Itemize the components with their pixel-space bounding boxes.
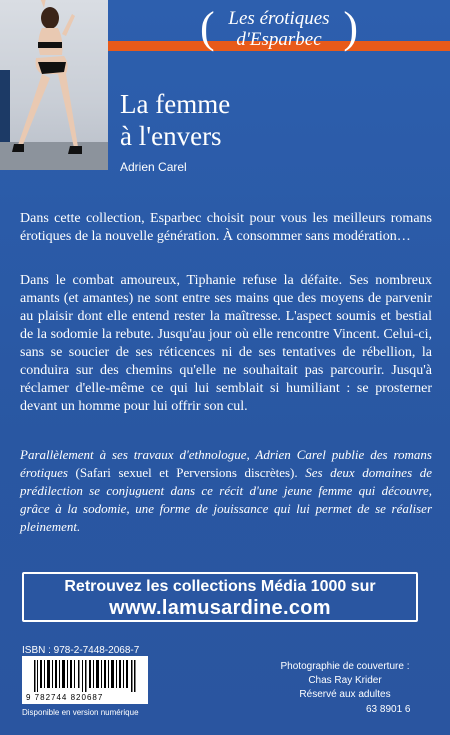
woman-silhouette [0,0,108,170]
promo-website-link[interactable]: www.lamusardine.com [109,597,331,619]
right-parenthesis-icon: ) [343,3,358,52]
barcode [22,656,148,704]
book-summary: Dans le combat amoureux, Tiphanie refuse la défaite. Ses nombreux amants (et amantes) ne sont entre ses mains que des moyens de parvenir au plaisir dont elle entend rester la maîtresse. L'aspect soumis et bestial de la sodomie la rebute. Jusqu'au jour où elle rencontre Vincent. Celui-ci, sans se soucier de ses réticences ni de ses tentatives de rébellion, la conduira sur des chemins qu'elle ne souhaitait pas parcourir. Jusqu'à réclamer d'elle-même ce qui lui semblait si humiliant : se prosterner devant un homme pour lui offrir son cul. [20,273,432,414]
barcode-number: 9 782744 820687 [26,693,104,702]
author-note [20,446,432,536]
digital-availability: Disponible en version numérique [22,708,139,717]
series-name-line1: Les érotiques [228,8,330,29]
barcode-bars-icon [34,660,138,692]
author-name: Adrien Carel [120,160,187,174]
photo-credits [250,660,440,702]
author-note-part3: Ses deux domaines de prédilection se conjuguent dans ce récit d'une jeune femme qui découvre, grâce à la sodomie, une forme de jouissance qui lui permet de se réaliser pleinement. [20,465,432,534]
author-note-part1: Parallèlement à ses travaux d'ethnologue, Adrien Carel publie des romans érotiques [20,447,432,480]
cover-photo [0,0,108,170]
credits-line3: Réservé aux adultes [299,689,391,700]
promo-box [22,572,418,622]
collection-intro: Dans cette collection, Esparbec choisit pour vous les meilleurs romans érotiques de la nouvelle génération. À consommer sans modération… [20,211,432,244]
series-name-line2: d'Esparbec [236,29,322,50]
book-title-line1: La femme [120,89,231,119]
book-title [120,88,230,152]
credits-line2: Chas Ray Krider [308,675,382,686]
promo-line1: Retrouvez les collections Média 1000 sur [64,578,376,595]
product-code: 63 8901 6 [366,704,411,715]
left-parenthesis-icon: ( [200,3,215,52]
author-note-part2: (Safari sexuel et Perversions discrètes). [75,465,306,480]
series-logo [108,3,450,52]
book-title-line2: à l'envers [120,121,222,151]
isbn: ISBN : 978-2-7448-2068-7 [22,645,140,656]
credits-line1: Photographie de couverture : [280,661,410,672]
